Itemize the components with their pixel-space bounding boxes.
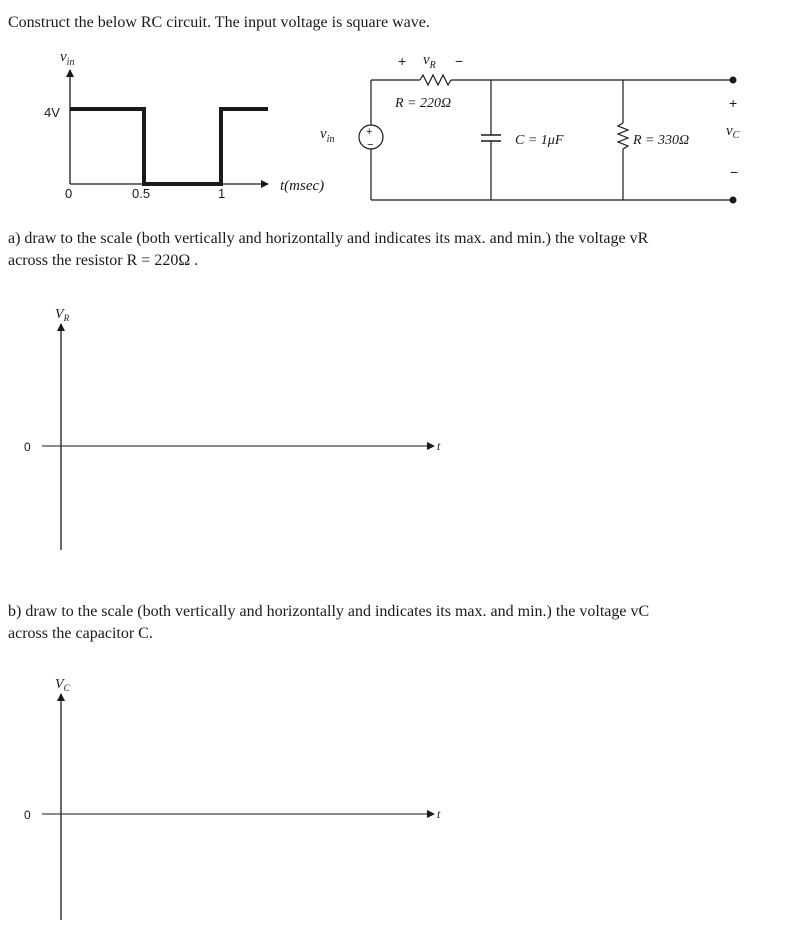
graph-a xyxy=(24,307,441,550)
rc-circuit xyxy=(320,52,740,204)
terminal-bottom-icon xyxy=(730,197,737,204)
r1-label: R = 220Ω xyxy=(395,96,452,111)
part-a-line1: a) draw to the scale (both vertically and horizontally and indicates its max. and min.) the voltage vR xyxy=(8,230,649,247)
graph-b xyxy=(24,677,441,920)
waveform-y-label: $v_{in}$ xyxy=(60,49,75,68)
graph-a-origin-label: 0 xyxy=(24,440,31,454)
source-label: $v_{in}$ xyxy=(320,126,335,145)
resistor-r2-icon xyxy=(618,123,628,149)
source-minus: − xyxy=(367,139,374,151)
tick-label-1: 1 xyxy=(218,186,226,201)
graph-a-x-label: t xyxy=(437,439,441,453)
amplitude-label: 4V xyxy=(44,105,60,120)
intro-text: Construct the below RC circuit. The input voltage is square wave. xyxy=(8,14,430,31)
resistor-r1-icon xyxy=(420,75,451,85)
vc-label: $v_C$ xyxy=(726,123,740,141)
graph-a-y-label: $V_R$ xyxy=(55,307,70,323)
part-b-line1: b) draw to the scale (both vertically and horizontally and indicates its max. and min.) the voltage vC xyxy=(8,603,650,620)
part-a-line2: across the resistor R = 220Ω . xyxy=(8,252,199,269)
capacitor-label: C = 1μF xyxy=(515,133,564,148)
source-plus: + xyxy=(366,126,373,138)
r2-label: R = 330Ω xyxy=(633,133,690,148)
square-wave xyxy=(70,109,268,184)
vr-label: $v_R$ xyxy=(423,52,436,71)
vr-minus: − xyxy=(455,53,464,69)
vc-minus: − xyxy=(730,164,739,180)
input-waveform xyxy=(44,49,324,201)
waveform-x-label: t(msec) xyxy=(280,178,325,194)
vr-plus: + xyxy=(398,53,407,69)
tick-label-0: 0 xyxy=(65,186,73,201)
vc-plus: + xyxy=(729,95,738,111)
part-b-line2: across the capacitor C. xyxy=(8,625,153,642)
graph-b-y-label: $V_C$ xyxy=(55,677,70,693)
terminal-top-icon xyxy=(730,77,737,84)
graph-b-x-label: t xyxy=(437,807,441,821)
tick-label-0-5: 0.5 xyxy=(132,186,151,201)
graph-b-origin-label: 0 xyxy=(24,808,31,822)
